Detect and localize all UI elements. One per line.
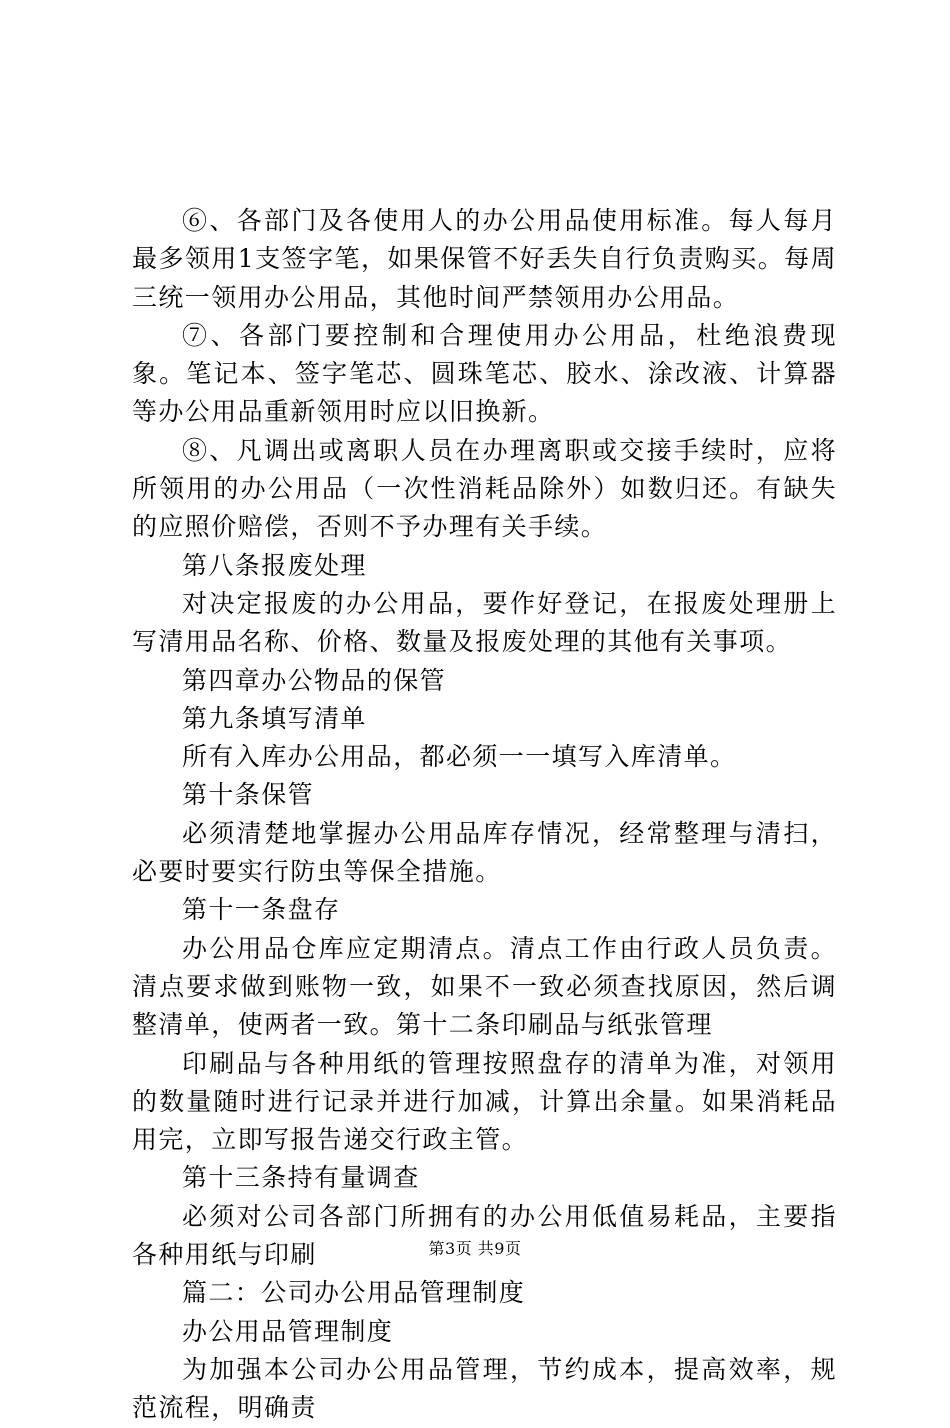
- paragraph-item-6-usage-standard: ⑥、各部门及各使用人的办公用品使用标准。每人每月最多领用1支签字笔，如果保管不好丢失自行负责购买。每周三统一领用办公用品，其他时间严禁领用办公用品。: [132, 206, 837, 312]
- article-8-heading: 第八条报废处理: [182, 550, 367, 580]
- paragraph-item-8-return-on-leave: ⑧、凡调出或离职人员在办理离职或交接手续时，应将所领用的办公用品（一次性消耗品除外）如数归还。有缺失的应照价赔偿，否则不予办理有关手续。: [132, 435, 837, 542]
- article-11-body: 办公用品仓库应定期清点。清点工作由行政人员负责。清点要求做到账物一致，如果不一致必须查找原因，然后调整清单，使两者一致。第十二条印刷品与纸张管理: [132, 933, 837, 1040]
- article-13-heading: 第十三条持有量调查: [182, 1163, 420, 1193]
- article-12-body: 印刷品与各种用纸的管理按照盘存的清单为准，对领用的数量随时进行记录并进行加减，计算出余量。如果消耗品用完，立即写报告递交行政主管。: [132, 1048, 837, 1155]
- page-number-footer: 第3页 共9页: [428, 1239, 522, 1258]
- article-9-heading: 第九条填写清单: [182, 703, 367, 733]
- article-13-body: 必须对公司各部门所拥有的办公用低值易耗品，主要指各种用纸与印刷: [132, 1201, 837, 1270]
- paragraph-item-7-control-usage: ⑦、各部门要控制和合理使用办公用品，杜绝浪费现象。笔记本、签字笔芯、圆珠笔芯、胶水、涂改液、计算器等办公用品重新领用时应以旧换新。: [132, 320, 837, 427]
- part-2-heading: 篇二：公司办公用品管理制度: [182, 1278, 526, 1308]
- chapter-4-heading: 第四章办公物品的保管: [182, 665, 447, 695]
- article-10-heading: 第十条保管: [182, 780, 315, 810]
- article-8-body: 对决定报废的办公用品，要作好登记，在报废处理册上写清用品名称、价格、数量及报废处理的其他有关事项。: [132, 588, 837, 657]
- policy-title: 办公用品管理制度: [182, 1316, 394, 1346]
- policy-intro: 为加强本公司办公用品管理，节约成本，提高效率，规范流程，明确责: [132, 1354, 837, 1423]
- article-10-body: 必须清楚地掌握办公用品库存情况，经常整理与清扫，必要时要实行防虫等保全措施。: [132, 818, 837, 887]
- article-11-heading: 第十一条盘存: [182, 895, 341, 925]
- article-9-body: 所有入库办公用品，都必须一一填写入库清单。: [182, 742, 737, 772]
